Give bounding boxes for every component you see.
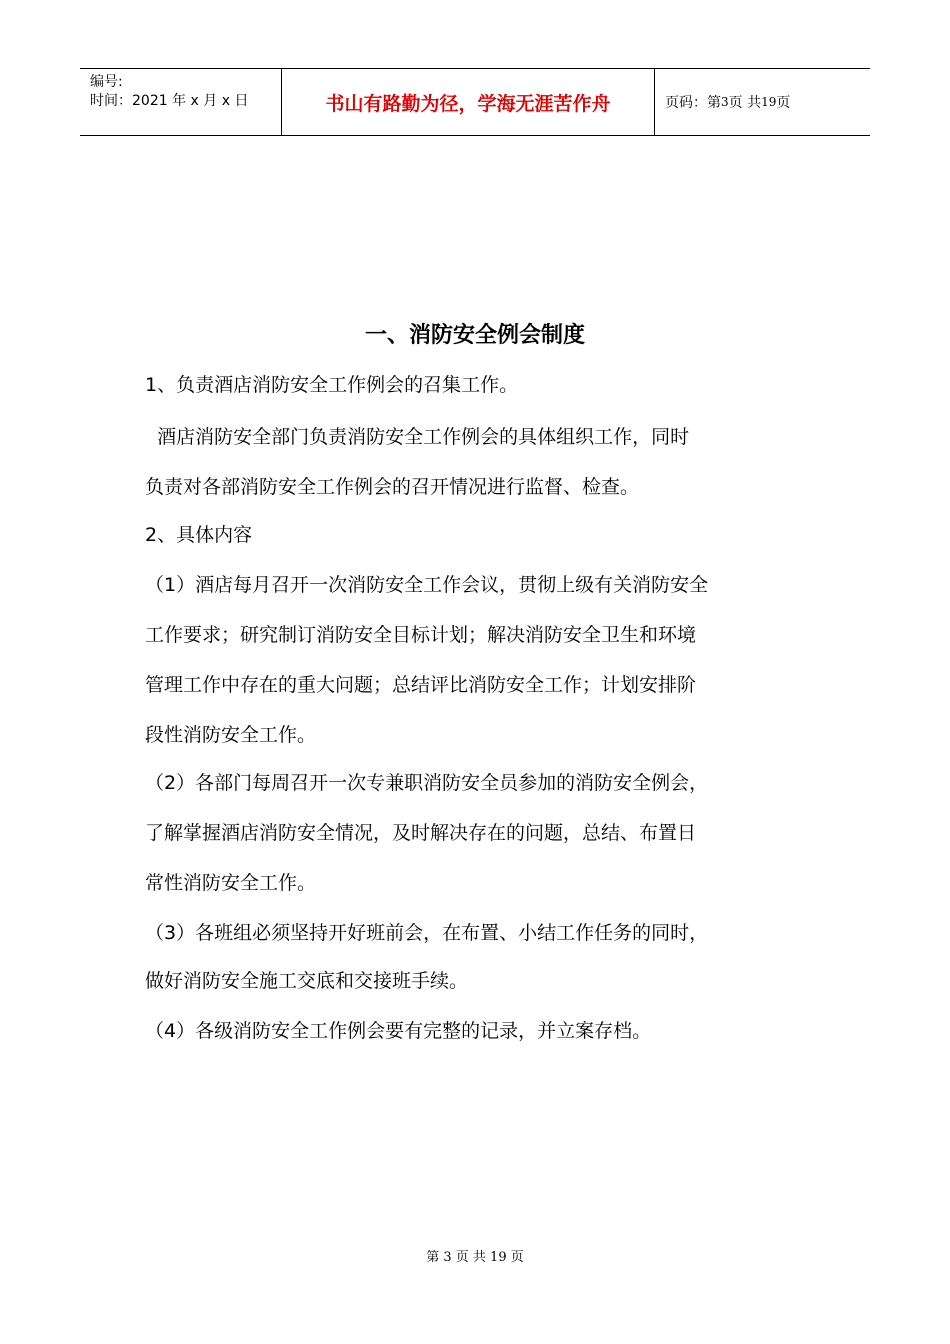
page-current: 3 (721, 95, 729, 109)
body-line: （1）酒店每月召开一次消防安全工作会议，贯彻上级有关消防安全 (145, 574, 709, 596)
body-line: 2、具体内容 (145, 524, 253, 546)
header-motto-cell (281, 69, 655, 135)
body-line: 常性消防安全工作。 (145, 872, 317, 894)
body-line: （3）各班组必须坚持开好班前会，在布置、小结工作任务的同时， (145, 922, 709, 944)
body-line: （4）各级消防安全工作例会要有完整的记录，并立案存档。 (145, 1020, 652, 1042)
body-line: 做好消防安全施工交底和交接班手续。 (145, 970, 469, 992)
body-line: 管理工作中存在的重大问题；总结评比消防安全工作；计划安排阶 (145, 674, 697, 696)
date-label: 时间：2021 年 x 月 x 日 (90, 93, 249, 109)
body-line: 酒店消防安全部门负责消防安全工作例会的具体组织工作，同时 (145, 426, 690, 448)
motto-text: 书山有路勤为径，学海无涯苦作舟 (325, 92, 611, 115)
body-line: 了解掌握酒店消防安全情况，及时解决存在的问题，总结、布置日 (145, 822, 697, 844)
body-line: 段性消防安全工作。 (145, 724, 317, 746)
page-suffix: 页 (776, 95, 791, 111)
body-line: （2）各部门每周召开一次专兼职消防安全员参加的消防安全例会， (145, 772, 709, 794)
header-info-cell (80, 69, 281, 135)
code-label: 编号: (90, 74, 123, 90)
body-line: 1、负责酒店消防安全工作例会的召集工作。 (145, 374, 519, 396)
body-line: 工作要求；研究制订消防安全目标计划；解决消防安全卫生和环境 (145, 624, 697, 646)
page-prefix: 页码：第 (665, 95, 721, 111)
document-header (80, 68, 870, 136)
page-mid: 页 共 (728, 95, 762, 111)
header-page-cell (655, 69, 870, 135)
page-total: 19 (761, 95, 777, 109)
page-title: 一、消防安全例会制度 (364, 323, 585, 348)
page-footer: 第 3 页 共 19 页 (426, 1250, 524, 1265)
body-line: 负责对各部消防安全工作例会的召开情况进行监督、检查。 (145, 476, 640, 498)
